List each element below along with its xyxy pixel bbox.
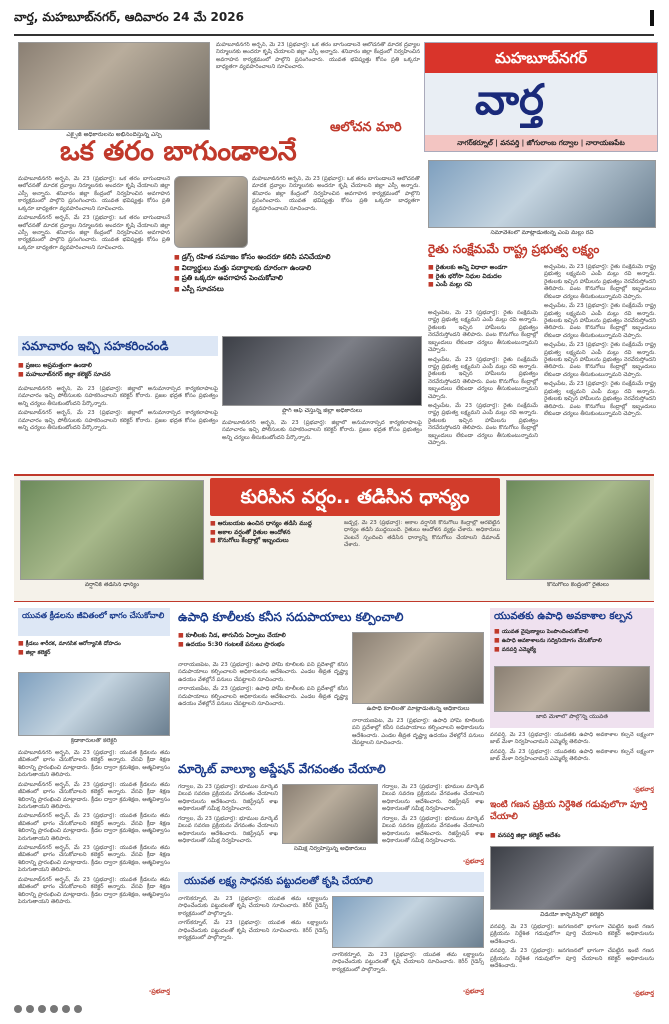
- registration-dot-icon: [74, 1005, 82, 1013]
- story8-tag: -ప్రభవార్త: [462, 988, 484, 995]
- story1-speaker-photo: [174, 176, 248, 248]
- story4-photo-left: [20, 480, 204, 580]
- story5-headline: యువత క్రీడలను జీవితంలో భాగం చేసుకోవాలి: [22, 611, 165, 620]
- story7-tag: -ప్రభవార్త: [462, 858, 484, 865]
- story1-headline: ఒక తరం బాగుండాలనే: [60, 136, 297, 167]
- story8-headline: యువత లక్ష్య సాధనకు పట్టుదలతో కృషి చేయాలి: [184, 876, 373, 887]
- story4-caption-left: వర్షానికి తడిసిన ధాన్యం: [84, 582, 140, 588]
- story8-photo: [332, 896, 484, 948]
- story1-lead-text: మహబూబ్‌నగర్ అర్బన్, మే 23 (ప్రభవార్త): ఒక తరం బాగుండాలనే ఆలోచనతో మాదక ద్రవ్యాల నిర్మూలనకు అందరూ కృషి చేయాలని జిల్లా ఎస్పీ అన్నారు. శనివారం జిల్లా కేంద్రంలో నిర్వహించిన అవగాహన కార్యక్రమంలో పాల్గొని ప్రసంగించారు. యువత భవిష్యత్తు కోసం ప్రతి ఒక్కరూ బాధ్యతగా వ్యవహరించాలని సూచించారు.: [216, 42, 420, 71]
- story8-headline-box: [178, 872, 484, 892]
- story9-body: వనపర్తి, మే 23 (ప్రభవార్త): యువతకు ఉపాధి అవకాశాల కల్పనే లక్ష్యంగా జాబ్ మేళా నిర్వహించామని ఎమ్మెల్యే తెలిపారు. వనపర్తి, మే 23 (ప్రభవార్త): యువతకు ఉపాధి అవకాశాల కల్పనే లక్ష్యంగా జాబ్ మేళా నిర్వహించామని ఎమ్మెల్యే తెలిపారు.: [490, 732, 654, 763]
- story9-bullet: ■ యువత నైపుణ్యాలు పెంపొందించుకోవాలి: [494, 628, 650, 637]
- story2-bullet: ■ ఎంపీ మల్లు రవి: [428, 281, 538, 290]
- story1-bullets: [174, 252, 420, 312]
- header-rule: [14, 34, 654, 36]
- story6-body-right: నారాయణపేట, మే 23 (ప్రభవార్త): ఉపాధి హామీ కూలీలకు పని ప్రదేశాల్లో కనీస సదుపాయాలు కల్పించాలని అధికారులను ఆదేశించారు. ఎండల తీవ్రత దృష్ట్యా ఉదయం వేళల్లోనే పనులు చేపట్టాలని సూచించారు.: [352, 718, 484, 747]
- story9-bullets: [494, 628, 650, 664]
- dateline: వార్త, మహబూబ్‌నగర్, ఆదివారం 24 మే 2026: [14, 9, 244, 24]
- story3-bullets: [18, 362, 218, 384]
- story5-photo: [18, 672, 170, 736]
- footer-registration-marks: [14, 1004, 654, 1014]
- story1-bullet: ■ ప్రతి ఒక్కరూ అవగాహన పెంచుకోవాలి: [174, 273, 420, 284]
- story3-headline: సమాచారం ఇచ్చి సహకరించండి: [22, 339, 169, 353]
- story10-photo-caption: వీడియో కాన్ఫరెన్స్‌లో కలెక్టర్: [540, 912, 604, 918]
- registration-dot-icon: [38, 1005, 46, 1013]
- story10-bullets: [490, 832, 654, 844]
- story9-bullet: ■ ఉపాధి అవకాశాలను సద్వినియోగం చేసుకోవాలి: [494, 637, 650, 646]
- story6-bullet: ■ ఉదయం 5:30 గంటలకే పనులు ప్రారంభం: [178, 641, 348, 650]
- story3-body: మహబూబ్‌నగర్ అర్బన్, మే 23 (ప్రభవార్త): జిల్లాలో అనుమానాస్పద కార్యకలాపాలపై సమాచారం ఇచ్చి పోలీసులకు సహకరించాలని కలెక్టర్ కోరారు. ప్రజల భద్రత కోసం ప్రభుత్వం అన్ని చర్యలు తీసుకుంటోందని పేర్కొన్నారు. మహబూబ్‌నగర్ అర్బన్, మే 23 (ప్రభవార్త): జిల్లాలో అనుమానాస్పద కార్యకలాపాలపై సమాచారం ఇచ్చి పోలీసులకు సహకరించాలని కలెక్టర్ కోరారు. ప్రజల భద్రత కోసం ప్రభుత్వం అన్ని చర్యలు తీసుకుంటోందని పేర్కొన్నారు.: [18, 386, 218, 432]
- story1-bullet: ■ విద్యార్థులు మత్తు పదార్థాలకు దూరంగా ఉండాలి: [174, 263, 420, 274]
- story4-caption-right: కొనుగోలు కేంద్రంలో రైతులు: [547, 582, 609, 588]
- story9-bullet: ■ వనపర్తి ఎమ్మెల్యే: [494, 646, 650, 655]
- story5-photo-caption: క్రీడాకారులతో కలెక్టర్: [70, 738, 118, 744]
- story9-headline: యువతకు ఉపాధి అవకాశాల కల్పన: [494, 611, 633, 622]
- story4-photo-right: [506, 480, 650, 580]
- story1-bullet: ■ ఎస్పీ సూచనలు: [174, 284, 420, 295]
- story9-photo: [494, 666, 650, 712]
- story6-body: నారాయణపేట, మే 23 (ప్రభవార్త): ఉపాధి హామీ కూలీలకు పని ప్రదేశాల్లో కనీస సదుపాయాలు కల్పించాలని అధికారులను ఆదేశించారు. ఎండల తీవ్రత దృష్ట్యా ఉదయం వేళల్లోనే పనులు చేపట్టాలని సూచించారు. నారాయణపేట, మే 23 (ప్రభవార్త): ఉపాధి హామీ కూలీలకు పని ప్రదేశాల్లో కనీస సదుపాయాలు కల్పించాలని అధికారులను ఆదేశించారు. ఎండల తీవ్రత దృష్ట్యా ఉదయం వేళల్లోనే పనులు చేపట్టాలని సూచించారు.: [178, 662, 348, 708]
- story6-bullet: ■ కూలీలకు నీడ, తాగునీరు ఏర్పాటు చేయాలి: [178, 632, 348, 641]
- story7-body-right: గద్వాల, మే 23 (ప్రభవార్త): భూముల మార్కెట్ విలువ సవరణ ప్రక్రియను వేగవంతం చేయాలని అధికారులను ఆదేశించారు. రిజిస్ట్రేషన్ శాఖ అధికారులతో సమీక్ష నిర్వహించారు. గద్వాల, మే 23 (ప్రభవార్త): భూముల మార్కెట్ విలువ సవరణ ప్రక్రియను వేగవంతం చేయాలని అధికారులను ఆదేశించారు. రిజిస్ట్రేషన్ శాఖ అధికారులతో సమీక్ష నిర్వహించారు.: [382, 784, 484, 844]
- story7-body-left: గద్వాల, మే 23 (ప్రభవార్త): భూముల మార్కెట్ విలువ సవరణ ప్రక్రియను వేగవంతం చేయాలని అధికారులను ఆదేశించారు. రిజిస్ట్రేషన్ శాఖ అధికారులతో సమీక్ష నిర్వహించారు. గద్వాల, మే 23 (ప్రభవార్త): భూముల మార్కెట్ విలువ సవరణ ప్రక్రియను వేగవంతం చేయాలని అధికారులను ఆదేశించారు. రిజిస్ట్రేషన్ శాఖ అధికారులతో సమీక్ష నిర్వహించారు.: [178, 784, 278, 844]
- story3-bullet: ■ ప్రజలు అప్రమత్తంగా ఉండాలి: [18, 362, 218, 371]
- story8-body-right: నాగర్‌కర్నూల్, మే 23 (ప్రభవార్త): యువత తమ లక్ష్యాలను సాధించేందుకు పట్టుదలతో కృషి చేయాలని సూచించారు. కెరీర్ గైడెన్స్ కార్యక్రమంలో పాల్గొన్నారు.: [332, 952, 484, 973]
- story1-photo: [18, 42, 210, 130]
- story5-tag: -ప్రభవార్త: [148, 988, 170, 995]
- story4-bullet: ■ కొనుగోలు కేంద్రాల్లో ఇబ్బందులు: [210, 537, 340, 546]
- story10-tag: -ప్రభవార్త: [632, 990, 654, 997]
- story1-photo-caption: ఎక్సైజ్ అధికారులను అభినందిస్తున్న ఎస్పీ: [66, 132, 162, 138]
- story6-bullets: [178, 632, 348, 660]
- story1-body: మహబూబ్‌నగర్ అర్బన్, మే 23 (ప్రభవార్త): ఒక తరం బాగుండాలనే ఆలోచనతో మాదక ద్రవ్యాల నిర్మూలనకు అందరూ కృషి చేయాలని జిల్లా ఎస్పీ అన్నారు. శనివారం జిల్లా కేంద్రంలో నిర్వహించిన అవగాహన కార్యక్రమంలో పాల్గొని ప్రసంగించారు. యువత భవిష్యత్తు కోసం ప్రతి ఒక్కరూ బాధ్యతగా వ్యవహరించాలని సూచించారు. మహబూబ్‌నగర్ అర్బన్, మే 23 (ప్రభవార్త): ఒక తరం బాగుండాలనే ఆలోచనతో మాదక ద్రవ్యాల నిర్మూలనకు అందరూ కృషి చేయాలని జిల్లా ఎస్పీ అన్నారు. శనివారం జిల్లా కేంద్రంలో నిర్వహించిన అవగాహన కార్యక్రమంలో పాల్గొని ప్రసంగించారు. యువత భవిష్యత్తు కోసం ప్రతి ఒక్కరూ బాధ్యతగా వ్యవహరించాలని సూచించారు.: [18, 176, 170, 251]
- story3-photo-caption: ఫ్లాగ్ ఆఫ్ చేస్తున్న జిల్లా అధికారులు: [281, 408, 363, 414]
- story3-headline-box: [18, 336, 218, 356]
- story3-bullet: ■ మహబూబ్‌నగర్ జిల్లా కలెక్టర్ సూచన: [18, 371, 218, 380]
- story6-headline: ఉపాధి కూలీలకు కనీస సదుపాయాలు కల్పించాలి: [178, 610, 404, 624]
- story1-body-right: మహబూబ్‌నగర్ అర్బన్, మే 23 (ప్రభవార్త): ఒక తరం బాగుండాలనే ఆలోచనతో మాదక ద్రవ్యాల నిర్మూలనకు అందరూ కృషి చేయాలని జిల్లా ఎస్పీ అన్నారు. శనివారం జిల్లా కేంద్రంలో నిర్వహించిన అవగాహన కార్యక్రమంలో పాల్గొని ప్రసంగించారు. యువత భవిష్యత్తు కోసం ప్రతి ఒక్కరూ బాధ్యతగా వ్యవహరించాలని సూచించారు.: [252, 176, 420, 212]
- story8-body: నాగర్‌కర్నూల్, మే 23 (ప్రభవార్త): యువత తమ లక్ష్యాలను సాధించేందుకు పట్టుదలతో కృషి చేయాలని సూచించారు. కెరీర్ గైడెన్స్ కార్యక్రమంలో పాల్గొన్నారు. నాగర్‌కర్నూల్, మే 23 (ప్రభవార్త): యువత తమ లక్ష్యాలను సాధించేందుకు పట్టుదలతో కృషి చేయాలని సూచించారు. కెరీర్ గైడెన్స్ కార్యక్రమంలో పాల్గొన్నారు.: [178, 896, 328, 942]
- story10-bullet: ■ వనపర్తి జిల్లా కలెక్టర్ ఆదేశం: [490, 832, 654, 841]
- registration-dot-icon: [50, 1005, 58, 1013]
- story2-bullet: ■ రైతు భరోసా నిధుల విడుదల: [428, 273, 538, 282]
- page-header: [14, 4, 654, 32]
- story7-photo-caption: సమీక్ష నిర్వహిస్తున్న అధికారులు: [293, 846, 367, 852]
- story5-bullet: ■ క్రీడలు శారీరక, మానసిక ఆరోగ్యానికి దోహదం: [18, 640, 170, 649]
- story2-photo-caption: సమావేశంలో మాట్లాడుతున్న ఎంపీ మల్లు రవి: [490, 230, 594, 236]
- story1-bullet: ■ డ్రగ్స్ రహిత సమాజం కోసం అందరూ కలిసి పనిచేయాలి: [174, 252, 420, 263]
- story6-photo: [352, 632, 484, 704]
- story4-body: జడ్చర్ల, మే 23 (ప్రభవార్త): అకాల వర్షానికి కొనుగోలు కేంద్రాల్లో ఆరబెట్టిన ధాన్యం తడిసి ముద్దయింది. రైతులు ఆందోళన వ్యక్తం చేశారు. అధికారులు వెంటనే స్పందించి తడిసిన ధాన్యాన్ని కొనుగోలు చేయాలని డిమాండ్ చేశారు.: [344, 520, 500, 549]
- story4-bullet: ■ అకాల వర్షంతో రైతుల ఆందోళన: [210, 529, 340, 538]
- story10-headline: ఇంటి గణన ప్రక్రియ నిర్దేశిత గడువులోగా పూర్తి చేయాలి: [490, 800, 648, 822]
- masthead-city: మహబూబ్‌నగర్: [425, 43, 657, 73]
- masthead-edition: నాగర్‌కర్నూల్ | వనపర్తి | జోగులాంబ గద్వాల | నారాయణపేట: [425, 135, 657, 151]
- story3-photo: [222, 336, 422, 406]
- registration-dot-icon: [26, 1005, 34, 1013]
- masthead: [424, 42, 658, 152]
- story2-headline: రైతు సంక్షేమమే రాష్ట్ర ప్రభుత్వ లక్ష్యం: [428, 242, 600, 256]
- story2-body-left: అచ్చంపేట, మే 23 (ప్రభవార్త): రైతు సంక్షేమమే రాష్ట్ర ప్రభుత్వ లక్ష్యమని ఎంపీ మల్లు రవి అన్నారు. రైతులకు ఇచ్చిన హామీలను ప్రభుత్వం నెరవేరుస్తోందని తెలిపారు. పంట కొనుగోలు కేంద్రాల్లో ఇబ్బందులు లేకుండా చర్యలు తీసుకుంటున్నామని చెప్పారు. అచ్చంపేట, మే 23 (ప్రభవార్త): రైతు సంక్షేమమే రాష్ట్ర ప్రభుత్వ లక్ష్యమని ఎంపీ మల్లు రవి అన్నారు. రైతులకు ఇచ్చిన హామీలను ప్రభుత్వం నెరవేరుస్తోందని తెలిపారు. పంట కొనుగోలు కేంద్రాల్లో ఇబ్బందులు లేకుండా చర్యలు తీసుకుంటున్నామని చెప్పారు. అచ్చంపేట, మే 23 (ప్రభవార్త): రైతు సంక్షేమమే రాష్ట్ర ప్రభుత్వ లక్ష్యమని ఎంపీ మల్లు రవి అన్నారు. రైతులకు ఇచ్చిన హామీలను ప్రభుత్వం నెరవేరుస్తోందని తెలిపారు. పంట కొనుగోలు కేంద్రాల్లో ఇబ్బందులు లేకుండా చర్యలు తీసుకుంటున్నామని చెప్పారు.: [428, 310, 538, 447]
- story4-bullets: [210, 520, 340, 580]
- story9-tag: -ప్రభవార్త: [632, 786, 654, 793]
- story6-photo-caption: ఉపాధి కూలీలతో మాట్లాడుతున్న అధికారులు: [366, 706, 470, 712]
- story7-photo: [282, 784, 378, 844]
- registration-dot-icon: [62, 1005, 70, 1013]
- story5-bullets: [18, 640, 170, 670]
- story2-photo: [428, 160, 656, 228]
- story2-bullet: ■ రైతులకు అన్ని విధాలా అండగా: [428, 264, 538, 273]
- story4-bullet: ■ ఆరుబయట ఉంచిన ధాన్యం తడిసి ముద్ద: [210, 520, 340, 529]
- registration-dot-icon: [14, 1005, 22, 1013]
- story9-photo-caption: జాబ్ మేళాలో పాల్గొన్న యువత: [536, 714, 608, 720]
- story2-bullets: [428, 264, 538, 308]
- masthead-logo: వార్త: [475, 75, 544, 124]
- header-bar: [650, 10, 654, 26]
- story5-headline-box: [18, 608, 170, 636]
- story10-body: వనపర్తి, మే 23 (ప్రభవార్త): జనగణనలో భాగంగా చేపట్టిన ఇంటి గణన ప్రక్రియను నిర్దేశిత గడువులోగా పూర్తి చేయాలని కలెక్టర్ అధికారులను ఆదేశించారు. వనపర్తి, మే 23 (ప్రభవార్త): జనగణనలో భాగంగా చేపట్టిన ఇంటి గణన ప్రక్రియను నిర్దేశిత గడువులోగా పూర్తి చేయాలని కలెక్టర్ అధికారులను ఆదేశించారు.: [490, 924, 654, 970]
- story3-body-right: మహబూబ్‌నగర్ అర్బన్, మే 23 (ప్రభవార్త): జిల్లాలో అనుమానాస్పద కార్యకలాపాలపై సమాచారం ఇచ్చి పోలీసులకు సహకరించాలని కలెక్టర్ కోరారు. ప్రజల భద్రత కోసం ప్రభుత్వం అన్ని చర్యలు తీసుకుంటోందని పేర్కొన్నారు.: [222, 420, 422, 441]
- story5-body: మహబూబ్‌నగర్ అర్బన్, మే 23 (ప్రభవార్త): యువత క్రీడలను తమ జీవితంలో భాగం చేసుకోవాలని కలెక్టర్ అన్నారు. వేసవి క్రీడా శిక్షణ శిబిరాన్ని ప్రారంభించి మాట్లాడారు. క్రీడల ద్వారా క్రమశిక్షణ, ఆత్మవిశ్వాసం పెరుగుతాయని తెలిపారు. మహబూబ్‌నగర్ అర్బన్, మే 23 (ప్రభవార్త): యువత క్రీడలను తమ జీవితంలో భాగం చేసుకోవాలని కలెక్టర్ అన్నారు. వేసవి క్రీడా శిక్షణ శిబిరాన్ని ప్రారంభించి మాట్లాడారు. క్రీడల ద్వారా క్రమశిక్షణ, ఆత్మవిశ్వాసం పెరుగుతాయని తెలిపారు. మహబూబ్‌నగర్ అర్బన్, మే 23 (ప్రభవార్త): యువత క్రీడలను తమ జీవితంలో భాగం చేసుకోవాలని కలెక్టర్ అన్నారు. వేసవి క్రీడా శిక్షణ శిబిరాన్ని ప్రారంభించి మాట్లాడారు. క్రీడల ద్వారా క్రమశిక్షణ, ఆత్మవిశ్వాసం పెరుగుతాయని తెలిపారు. మహబూబ్‌నగర్ అర్బన్, మే 23 (ప్రభవార్త): యువత క్రీడలను తమ జీవితంలో భాగం చేసుకోవాలని కలెక్టర్ అన్నారు. వేసవి క్రీడా శిక్షణ శిబిరాన్ని ప్రారంభించి మాట్లాడారు. క్రీడల ద్వారా క్రమశిక్షణ, ఆత్మవిశ్వాసం పెరుగుతాయని తెలిపారు. మహబూబ్‌నగర్ అర్బన్, మే 23 (ప్రభవార్త): యువత క్రీడలను తమ జీవితంలో భాగం చేసుకోవాలని కలెక్టర్ అన్నారు. వేసవి క్రీడా శిక్షణ శిబిరాన్ని ప్రారంభించి మాట్లాడారు. క్రీడల ద్వారా క్రమశిక్షణ, ఆత్మవిశ్వాసం పెరుగుతాయని తెలిపారు.: [18, 750, 170, 906]
- story1-headline-small: ఆలోచన మారి: [330, 120, 402, 135]
- story7-headline: మార్కెట్ వాల్యూ అప్డేషన్ వేగవంతం చేయాలి: [178, 762, 386, 776]
- story2-body-right: అచ్చంపేట, మే 23 (ప్రభవార్త): రైతు సంక్షేమమే రాష్ట్ర ప్రభుత్వ లక్ష్యమని ఎంపీ మల్లు రవి అన్నారు. రైతులకు ఇచ్చిన హామీలను ప్రభుత్వం నెరవేరుస్తోందని తెలిపారు. పంట కొనుగోలు కేంద్రాల్లో ఇబ్బందులు లేకుండా చర్యలు తీసుకుంటున్నామని చెప్పారు. అచ్చంపేట, మే 23 (ప్రభవార్త): రైతు సంక్షేమమే రాష్ట్ర ప్రభుత్వ లక్ష్యమని ఎంపీ మల్లు రవి అన్నారు. రైతులకు ఇచ్చిన హామీలను ప్రభుత్వం నెరవేరుస్తోందని తెలిపారు. పంట కొనుగోలు కేంద్రాల్లో ఇబ్బందులు లేకుండా చర్యలు తీసుకుంటున్నామని చెప్పారు. అచ్చంపేట, మే 23 (ప్రభవార్త): రైతు సంక్షేమమే రాష్ట్ర ప్రభుత్వ లక్ష్యమని ఎంపీ మల్లు రవి అన్నారు. రైతులకు ఇచ్చిన హామీలను ప్రభుత్వం నెరవేరుస్తోందని తెలిపారు. పంట కొనుగోలు కేంద్రాల్లో ఇబ్బందులు లేకుండా చర్యలు తీసుకుంటున్నామని చెప్పారు. అచ్చంపేట, మే 23 (ప్రభవార్త): రైతు సంక్షేమమే రాష్ట్ర ప్రభుత్వ లక్ష్యమని ఎంపీ మల్లు రవి అన్నారు. రైతులకు ఇచ్చిన హామీలను ప్రభుత్వం నెరవేరుస్తోందని తెలిపారు. పంట కొనుగోలు కేంద్రాల్లో ఇబ్బందులు లేకుండా చర్యలు తీసుకుంటున్నామని చెప్పారు.: [544, 264, 656, 418]
- story10-photo: [490, 846, 654, 910]
- story5-bullet: ■ జిల్లా కలెక్టర్: [18, 649, 170, 658]
- story4-banner: కురిసిన వర్షం.. తడిసిన ధాన్యం: [210, 478, 500, 516]
